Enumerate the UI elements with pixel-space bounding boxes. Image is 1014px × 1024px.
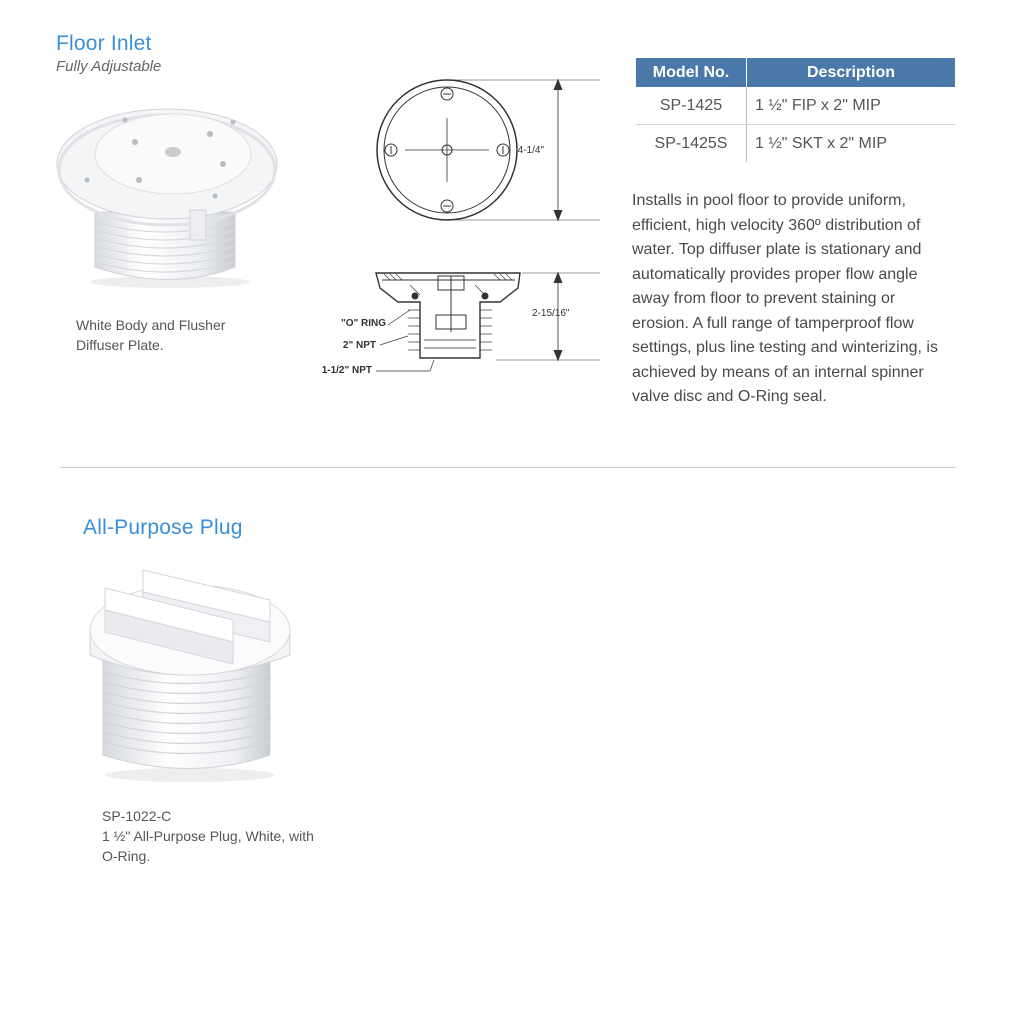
floor-inlet-caption-line1: White Body and Flusher [76, 317, 226, 333]
floor-inlet-diagram [300, 70, 610, 390]
table-cell-description: 1 ½" FIP x 2" MIP [747, 87, 956, 125]
floor-inlet-photo [55, 92, 285, 292]
description-line: away from floor to prevent staining or [632, 290, 896, 307]
model-spec-table [636, 58, 955, 162]
all-purpose-plug-caption [102, 806, 314, 866]
plug-caption-line1: 1 ½" All-Purpose Plug, White, with [102, 828, 314, 844]
floor-inlet-caption-line2: Diffuser Plate. [76, 337, 164, 353]
table-cell-description: 1 ½" SKT x 2" MIP [755, 134, 887, 152]
o-ring-label: "O" RING [340, 318, 386, 329]
description-line: automatically provides proper flow angle [632, 265, 918, 283]
table-row [636, 87, 955, 125]
top-view-drawing [377, 80, 600, 220]
side-view-drawing [376, 273, 600, 371]
description-line: settings, plus line testing and winterizing, is [632, 339, 938, 356]
floor-inlet-photo-caption [76, 315, 225, 355]
plug-caption-line2: O-Ring. [102, 848, 151, 864]
description-line: achieved by means of an internal spinner [632, 363, 924, 381]
description-line: efficient, high velocity 360º distribution of [632, 216, 921, 234]
description-line: Installs in pool floor to provide uniform, [632, 192, 906, 209]
all-purpose-plug-photo [85, 550, 295, 785]
section-divider [60, 467, 956, 468]
table-cell-model: SP-1425 [636, 87, 747, 125]
floor-inlet-title: Floor Inlet [56, 32, 152, 55]
npt-2-label: 2" NPT [342, 340, 376, 351]
table-header-model: Model No. [636, 58, 747, 87]
table-cell-model: SP-1425S [636, 125, 747, 163]
table-row [636, 125, 955, 163]
description-line: erosion. A full range of tamperproof flow [632, 314, 914, 332]
description-line: water. Top diffuser plate is stationary and [632, 241, 922, 258]
table-header-description: Description [747, 58, 956, 87]
plug-model-number: SP-1022-C [102, 808, 172, 824]
description-line: valve disc and O-Ring seal. [632, 388, 827, 405]
floor-inlet-description [632, 189, 938, 410]
npt-1-5-label: 1-1/2" NPT [321, 365, 372, 376]
dim-height-side-label: 2-15/16" [532, 308, 570, 319]
dim-height-top-label: 4-1/4" [517, 145, 544, 156]
all-purpose-plug-title: All-Purpose Plug [83, 516, 243, 539]
floor-inlet-subtitle: Fully Adjustable [56, 58, 162, 75]
